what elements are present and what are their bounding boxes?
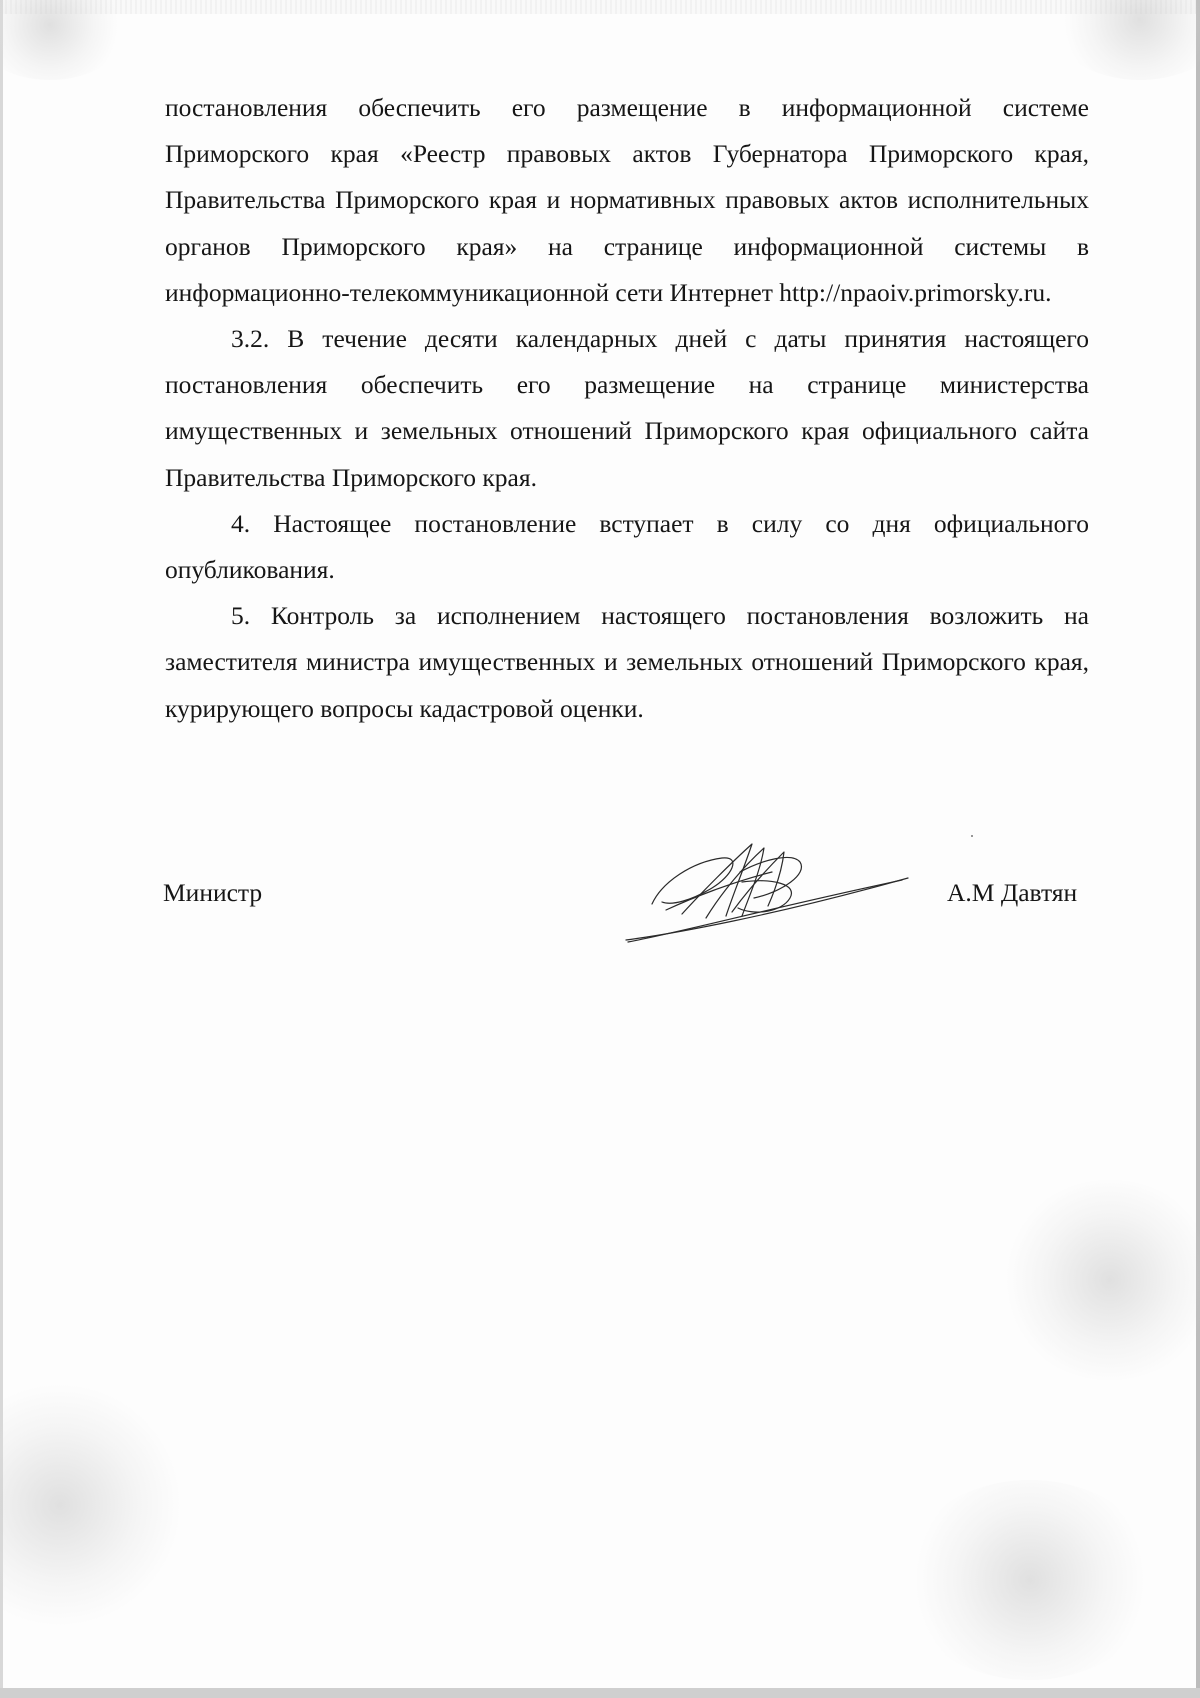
document-body: [165, 85, 1089, 732]
scan-edge-right: [1196, 0, 1200, 1698]
scan-speckle: [0, 0, 130, 80]
scan-speckle: [900, 1480, 1160, 1680]
signer-name: А.М Давтян: [947, 878, 1078, 907]
scan-speckle: [1000, 1180, 1200, 1380]
scan-noise-top: [0, 0, 1200, 14]
scan-dot: [971, 835, 973, 837]
handwritten-signature: [622, 832, 912, 952]
scan-edge-bottom: [0, 1688, 1200, 1698]
signature-row: [0, 868, 1200, 948]
paragraph-5: 5. Контроль за исполнением настоящего постановления возложить на заместителя министра имущественных и земельных отношений Приморского края, курирующего вопросы кадастровой оценки.: [165, 601, 1089, 723]
paragraph-4: 4. Настоящее постановление вступает в силу со дня официального опубликования.: [165, 508, 1089, 585]
scan-speckle: [0, 1380, 180, 1630]
paragraph-3-2: 3.2. В течение десяти календарных дней с даты принятия настоящего постановления обеспечить его размещение на странице министерства имущественных и земельных отношений Приморского края официального сайта Правительства Приморского края.: [165, 324, 1089, 492]
paragraph-continuation: постановления обеспечить его размещение в информационной системе Приморского края «Реестр правовых актов Губернатора Приморского края, Правительства Приморского края и нормативных правовых актов исполнительных органов Приморского края» на странице информационной системы в информационно-телекоммуникационной сети Интернет http://npaoiv.primorsky.ru.: [165, 93, 1089, 307]
signer-position: Министр: [163, 878, 263, 907]
scan-speckle: [1050, 0, 1200, 80]
